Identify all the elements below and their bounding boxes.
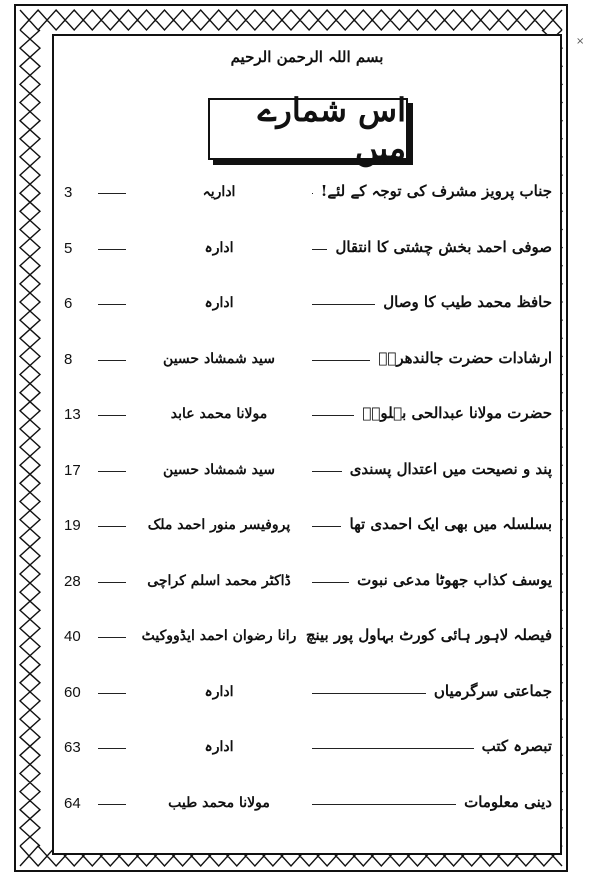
entry-title: جماعتی سرگرمیاں [433, 681, 552, 700]
leader-line [98, 304, 126, 305]
leader-line [98, 415, 126, 416]
toc-row [54, 571, 560, 601]
leader-line [98, 249, 126, 250]
leader-line [312, 804, 456, 805]
entry-author: ادارہ [204, 683, 234, 700]
entry-author: سید شمشاد حسین [163, 461, 275, 478]
toc-row [54, 737, 560, 767]
toc-row [54, 515, 560, 545]
entry-page-number: 40 [64, 628, 81, 645]
toc-row [54, 626, 560, 656]
leader-line [312, 249, 327, 250]
entry-title: جناب پرویز مشرف کی توجہ کے لئے! [320, 182, 552, 200]
entry-title: ارشادات حضرت جالندھریؒ [378, 348, 552, 367]
entry-title: حضرت مولانا عبدالحی بہلویؒ [362, 404, 552, 422]
toc-row [54, 793, 560, 823]
entry-author: ڈاکٹر محمد اسلم کراچی [147, 572, 291, 589]
margin-mark: × [576, 36, 585, 47]
entry-page-number: 13 [64, 406, 81, 423]
entry-page-number: 64 [64, 794, 81, 812]
bismillah-heading: بسم اللہ الرحمن الرحیم [230, 48, 384, 66]
entry-page-number: 5 [64, 239, 73, 257]
leader-line [98, 748, 126, 749]
entry-page-number: 6 [64, 295, 73, 312]
leader-line [98, 637, 126, 638]
zigzag-pattern [20, 10, 562, 30]
leader-line [98, 471, 126, 472]
entry-page-number: 8 [64, 350, 73, 368]
leader-line [312, 193, 313, 194]
leader-line [98, 693, 126, 694]
entry-author: مولانا محمد عابد [170, 406, 268, 422]
entry-title: تبصرہ کتب [481, 737, 552, 755]
leader-line [312, 471, 342, 472]
contents-panel [52, 34, 562, 855]
zigzag-pattern [20, 30, 40, 846]
toc-row [54, 293, 560, 323]
entry-author: مولانا محمد طیب [168, 794, 270, 811]
toc-row [54, 182, 560, 212]
entry-author: پروفیسر منور احمد ملک [147, 517, 291, 533]
leader-line [312, 304, 375, 305]
entry-page-number: 63 [64, 739, 81, 756]
page-title: اس شمارے میں [257, 91, 406, 167]
entry-title: فیصلہ لاہور ہائی کورٹ بہاول پور بینچ [305, 626, 552, 644]
entry-page-number: 17 [64, 461, 81, 479]
leader-line [98, 360, 126, 361]
entry-author: رانا رضوان احمد ایڈووکیٹ [141, 628, 297, 644]
leader-line [312, 748, 474, 749]
entry-author: اداریہ [202, 184, 236, 200]
leader-line [312, 526, 341, 527]
entry-title: صوفی احمد بخش چشتی کا انتقال [335, 237, 552, 256]
entry-title: یوسف کذاب جھوٹا مدعی نبوت [357, 570, 552, 589]
entry-author: سید شمشاد حسین [163, 350, 275, 367]
entry-author: ادارہ [204, 739, 234, 755]
leader-line [312, 415, 354, 416]
leader-line [312, 360, 370, 361]
toc-row [54, 404, 560, 434]
leader-line [312, 582, 349, 583]
entry-page-number: 60 [64, 683, 81, 701]
entry-title: پند و نصیحت میں اعتدال پسندی [349, 459, 552, 478]
leader-line [98, 193, 126, 194]
toc-row [54, 682, 560, 712]
entry-page-number: 3 [64, 184, 73, 201]
leader-line [98, 804, 126, 805]
entry-title: حافظ محمد طیب کا وصال [383, 293, 552, 311]
page-frame [14, 4, 568, 872]
entry-page-number: 28 [64, 572, 81, 590]
entry-author: ادارہ [204, 295, 234, 311]
entry-title: بسلسلہ میں بھی ایک احمدی تھا [349, 515, 552, 533]
toc-row [54, 238, 560, 268]
leader-line [98, 582, 126, 583]
toc-row [54, 349, 560, 379]
leader-line [312, 693, 426, 694]
entry-author: ادارہ [204, 239, 234, 256]
toc-row [54, 460, 560, 490]
entry-title: دینی معلومات [464, 792, 552, 811]
title-box [208, 91, 408, 167]
entry-page-number: 19 [64, 517, 81, 534]
leader-line [98, 526, 126, 527]
